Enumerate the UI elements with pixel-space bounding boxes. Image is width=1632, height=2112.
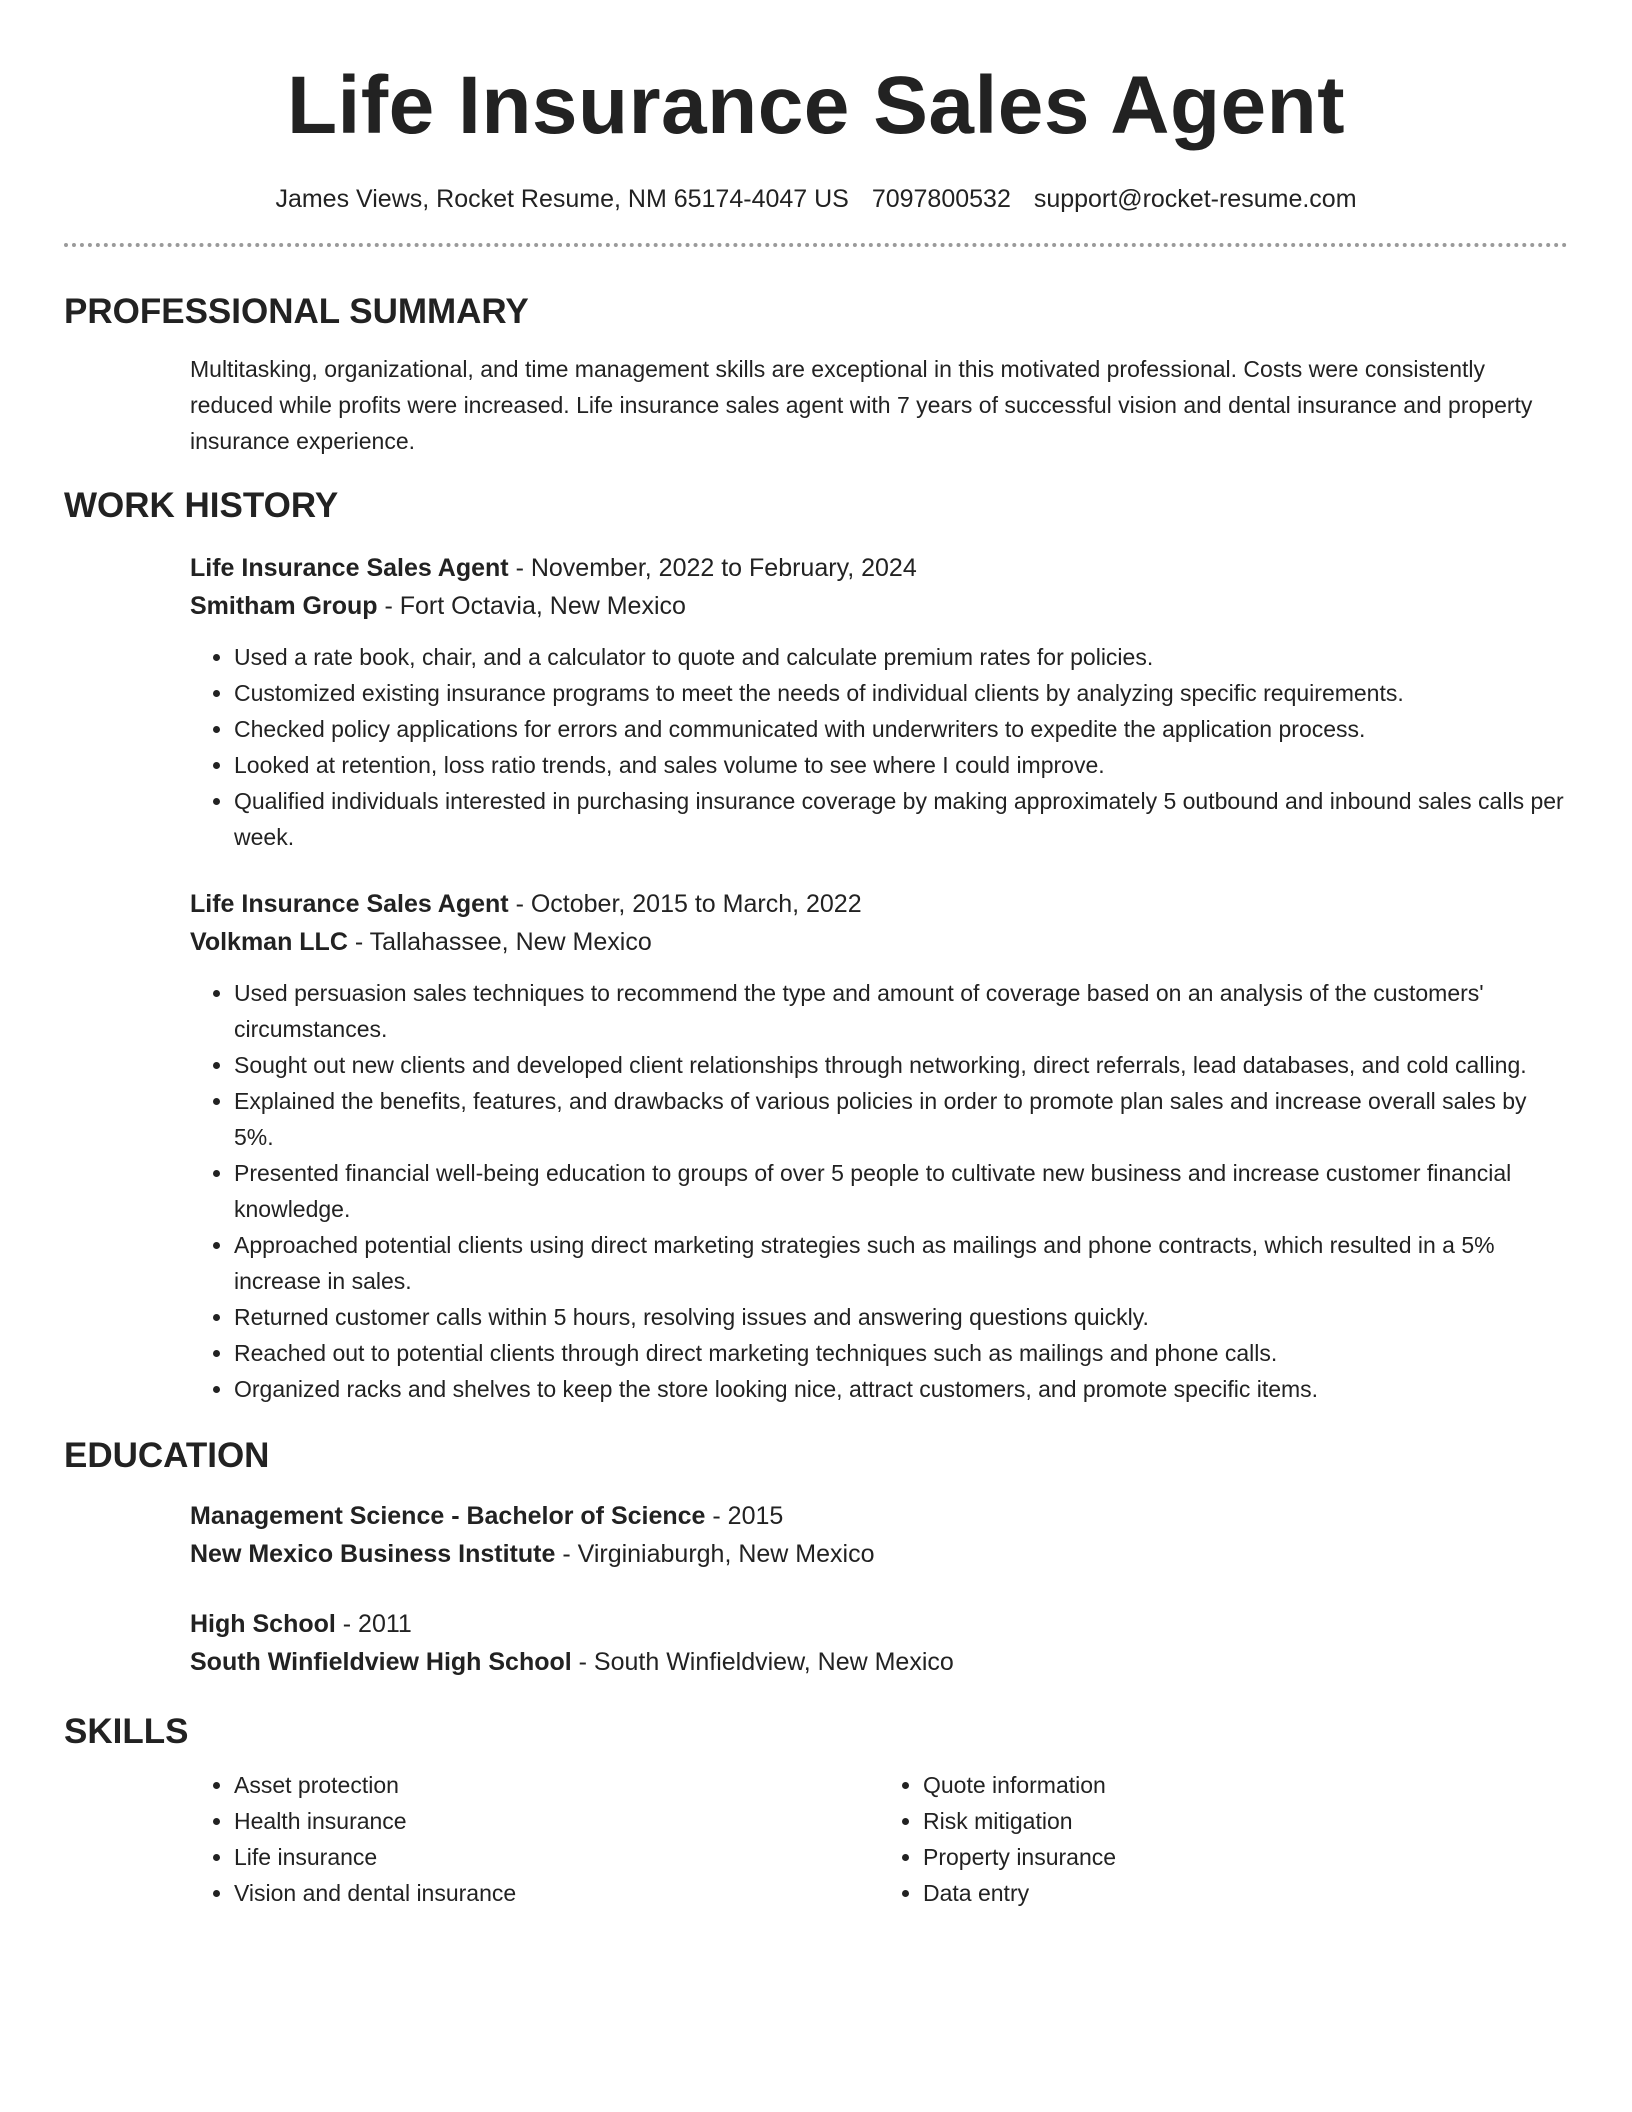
education-section [190,1497,1568,1681]
degree-name: High School [190,1610,336,1638]
job-bullet-list [190,639,1568,855]
list-item: • Returned customer calls within 5 hours, resolving issues and answering questions quickly. [234,1299,1568,1335]
school-line [190,1643,1568,1681]
list-item: • Qualified individuals interested in purchasing insurance coverage by making approximately 5 outbound and inbound sales calls per week. [234,783,1568,855]
job-dates: - October, 2015 to March, 2022 [508,890,862,918]
list-item: • Vision and dental insurance [234,1875,879,1911]
job-location: - Tallahassee, New Mexico [347,928,652,956]
school-name: South Winfieldview High School [190,1648,572,1676]
education-heading: EDUCATION [64,1436,270,1475]
list-item: • Explained the benefits, features, and drawbacks of various policies in order to promote plan sales and increase overall sales by 5%. [234,1083,1568,1155]
list-item: • Used a rate book, chair, and a calculator to quote and calculate premium rates for policies. [234,639,1568,675]
list-item: • Customized existing insurance programs to meet the needs of individual clients by analyzing specific requirements. [234,675,1568,711]
summary-section [190,351,1568,459]
job-title: Life Insurance Sales Agent [190,890,509,918]
list-item: • Approached potential clients using direct marketing strategies such as mailings and phone contracts, which resulted in a 5% increase in sales. [234,1227,1568,1299]
job-title-line [190,885,1568,923]
skills-section [190,1767,1568,1911]
degree-name: Management Science - Bachelor of Science [190,1502,706,1530]
contact-line [64,182,1568,216]
list-item: • Data entry [923,1875,1568,1911]
list-item: • Property insurance [923,1839,1568,1875]
skills-heading: SKILLS [64,1712,189,1751]
job-bullet-list [190,975,1568,1407]
work-history-section [190,549,1568,1407]
summary-text: Multitasking, organizational, and time management skills are exceptional in this motivated professional. Costs were consistently reduced while profits were increased. Life insurance sales agent with 7 years of successful vision and dental insurance and property insurance experience. [190,356,1533,454]
header-divider [64,243,1568,247]
list-item: • Health insurance [234,1803,879,1839]
degree-year: - 2015 [705,1502,784,1530]
list-item: • Life insurance [234,1839,879,1875]
contact-phone: 7097800532 [871,185,1011,213]
list-item: • Organized racks and shelves to keep the store looking nice, attract customers, and promote specific items. [234,1371,1568,1407]
degree-line [190,1605,1568,1643]
skills-list-right [879,1767,1568,1911]
list-item: • Sought out new clients and developed client relationships through networking, direct referrals, lead databases, and cold calling. [234,1047,1568,1083]
degree-line [190,1497,1568,1535]
school-line [190,1535,1568,1573]
job-company-line [190,923,1568,961]
degree-year: - 2011 [335,1610,412,1638]
job-entry [190,549,1568,855]
list-item: • Checked policy applications for errors and communicated with underwriters to expedite the application process. [234,711,1568,747]
list-item: • Quote information [923,1767,1568,1803]
education-entry [190,1497,1568,1573]
list-item: • Looked at retention, loss ratio trends, and sales volume to see where I could improve. [234,747,1568,783]
list-item: • Asset protection [234,1767,879,1803]
resume-title: Life Insurance Sales Agent [286,60,1346,151]
list-item: • Used persuasion sales techniques to recommend the type and amount of coverage based on an analysis of the customers' circumstances. [234,975,1568,1047]
school-name: New Mexico Business Institute [190,1540,556,1568]
summary-heading: PROFESSIONAL SUMMARY [64,292,529,331]
job-company: Smitham Group [190,592,378,620]
job-entry [190,885,1568,1407]
skills-list-left [190,1767,879,1911]
list-item: • Presented financial well-being education to groups of over 5 people to cultivate new business and increase customer financial knowledge. [234,1155,1568,1227]
job-title: Life Insurance Sales Agent [190,554,509,582]
skills-columns [190,1767,1568,1911]
list-item: • Risk mitigation [923,1803,1568,1839]
contact-email: support@rocket-resume.com [1033,185,1357,213]
education-entry [190,1605,1568,1681]
job-dates: - November, 2022 to February, 2024 [508,554,917,582]
school-location: - Virginiaburgh, New Mexico [555,1540,875,1568]
work-history-heading: WORK HISTORY [64,486,339,525]
school-location: - South Winfieldview, New Mexico [571,1648,954,1676]
job-company-line [190,587,1568,625]
job-location: - Fort Octavia, New Mexico [377,592,686,620]
job-company: Volkman LLC [190,928,348,956]
contact-address: James Views, Rocket Resume, NM 65174-4047 US [275,185,849,213]
list-item: • Reached out to potential clients through direct marketing techniques such as mailings and phone calls. [234,1335,1568,1371]
job-title-line [190,549,1568,587]
